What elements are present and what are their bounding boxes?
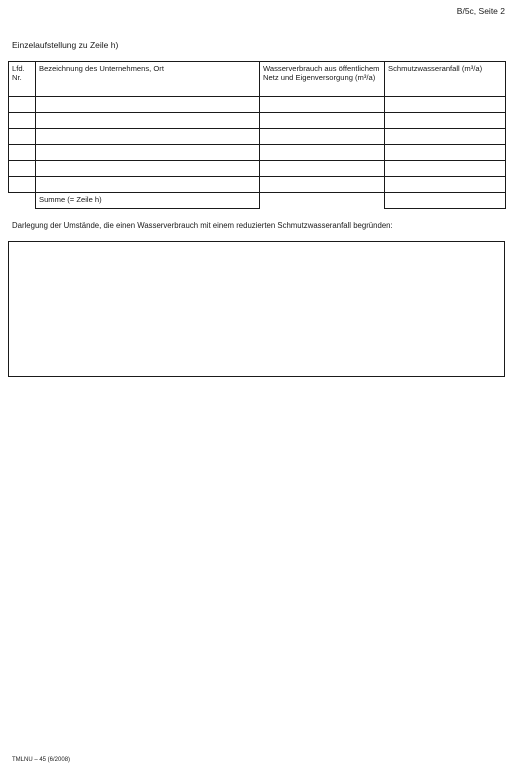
table-row bbox=[9, 129, 506, 145]
form-code: TMLNU – 45 (6/2008) bbox=[12, 757, 71, 763]
table-row bbox=[9, 161, 506, 177]
company-name-field[interactable] bbox=[36, 113, 260, 129]
section-title: Einzelaufstellung zu Zeile h) bbox=[12, 40, 119, 50]
justification-label: Darlegung der Umstände, die einen Wasserverbrauch mit einem reduzierten Schmutzwasseranfall begründen: bbox=[12, 221, 393, 230]
wastewater-field[interactable] bbox=[385, 129, 506, 145]
row-number-field[interactable] bbox=[9, 145, 36, 161]
company-name-field[interactable] bbox=[36, 177, 260, 193]
water-consumption-field[interactable] bbox=[260, 97, 385, 113]
company-name-field[interactable] bbox=[36, 97, 260, 113]
table-row bbox=[9, 97, 506, 113]
company-name-field[interactable] bbox=[36, 129, 260, 145]
header-water-consumption: Wasserverbrauch aus öffentlichem Netz und Eigenversorgung (m³/a) bbox=[260, 62, 385, 97]
row-number-field[interactable] bbox=[9, 97, 36, 113]
company-name-field[interactable] bbox=[36, 145, 260, 161]
header-row-number: Lfd. Nr. bbox=[9, 62, 36, 97]
row-number-field[interactable] bbox=[9, 113, 36, 129]
sum-row-spacer bbox=[260, 193, 385, 209]
sum-row-spacer bbox=[9, 193, 36, 209]
water-consumption-field[interactable] bbox=[260, 161, 385, 177]
wastewater-field[interactable] bbox=[385, 161, 506, 177]
entries-table bbox=[8, 61, 506, 209]
wastewater-field[interactable] bbox=[385, 145, 506, 161]
company-name-field[interactable] bbox=[36, 161, 260, 177]
sum-label: Summe (= Zeile h) bbox=[36, 193, 260, 209]
page-reference: B/5c, Seite 2 bbox=[456, 6, 505, 16]
justification-textarea[interactable] bbox=[8, 241, 505, 377]
water-consumption-field[interactable] bbox=[260, 145, 385, 161]
table-row bbox=[9, 145, 506, 161]
row-number-field[interactable] bbox=[9, 177, 36, 193]
table-row bbox=[9, 113, 506, 129]
wastewater-field[interactable] bbox=[385, 177, 506, 193]
wastewater-field[interactable] bbox=[385, 97, 506, 113]
row-number-field[interactable] bbox=[9, 129, 36, 145]
header-wastewater: Schmutzwasseranfall (m³/a) bbox=[385, 62, 506, 97]
wastewater-field[interactable] bbox=[385, 113, 506, 129]
water-consumption-field[interactable] bbox=[260, 177, 385, 193]
wastewater-sum-field[interactable] bbox=[385, 193, 506, 209]
water-consumption-field[interactable] bbox=[260, 113, 385, 129]
table-row bbox=[9, 177, 506, 193]
water-consumption-field[interactable] bbox=[260, 129, 385, 145]
row-number-field[interactable] bbox=[9, 161, 36, 177]
header-company-name: Bezeichnung des Unternehmens, Ort bbox=[36, 62, 260, 97]
sum-row bbox=[9, 193, 506, 209]
table-header-row bbox=[9, 62, 506, 97]
